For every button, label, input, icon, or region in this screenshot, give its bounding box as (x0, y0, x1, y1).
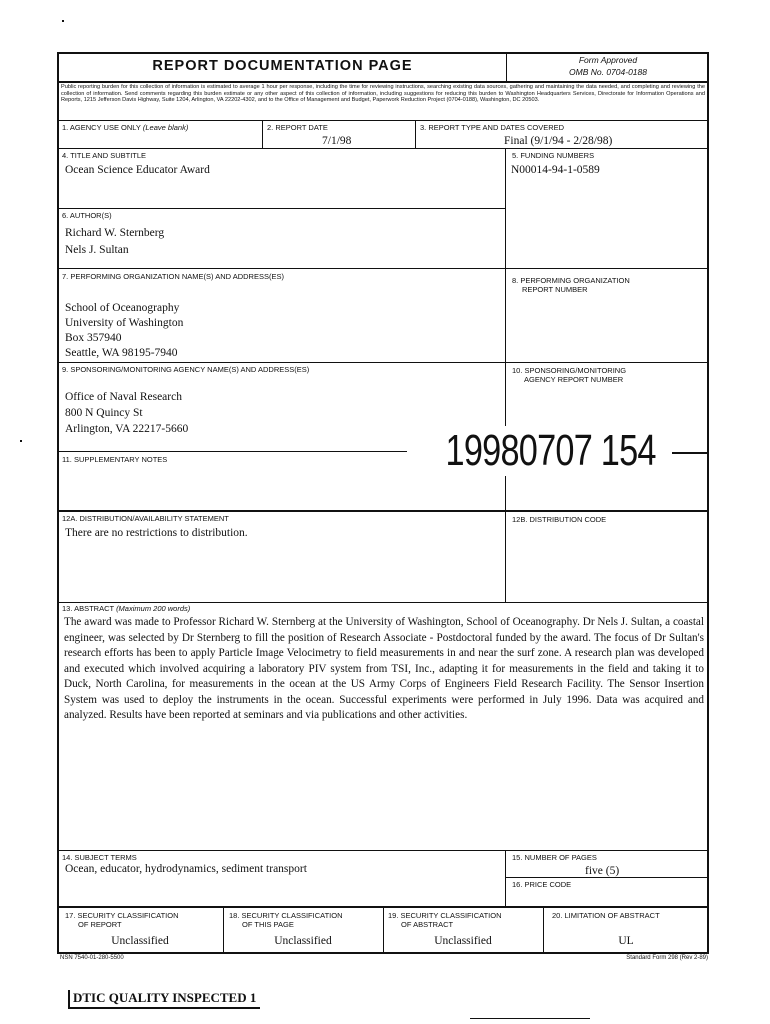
sponsoring-label: 9. SPONSORING/MONITORING AGENCY NAME(S) AND ADDRESS(ES) (62, 365, 310, 374)
performing-org-line-2: University of Washington (65, 317, 184, 329)
distribution-value: There are no restrictions to distribution. (65, 527, 248, 539)
distribution-code-label: 12B. DISTRIBUTION CODE (512, 515, 607, 524)
sec-abstract-label-2: OF ABSTRACT (401, 920, 454, 929)
accession-stamp: 19980707 154 (445, 426, 656, 475)
supplementary-label: 11. SUPPLEMENTARY NOTES (62, 455, 168, 464)
price-code-label: 16. PRICE CODE (512, 880, 572, 889)
funding-value: N00014-94-1-0589 (511, 164, 600, 176)
authors-label: 6. AUTHOR(S) (62, 211, 112, 220)
sec-page-value: Unclassified (274, 935, 332, 947)
sponsoring-line-2: 800 N Quincy St (65, 407, 143, 419)
nsn-number: NSN 7540-01-280-5500 (60, 955, 124, 961)
report-date-value: 7/1/98 (322, 135, 352, 147)
sec-abstract-value: Unclassified (434, 935, 492, 947)
form-frame (57, 52, 709, 954)
title-value: Ocean Science Educator Award (65, 164, 210, 176)
sponsoring-line-3: Arlington, VA 22217-5660 (65, 423, 189, 435)
sec-abstract-label-1: 19. SECURITY CLASSIFICATION (388, 911, 502, 920)
performing-report-label-2: REPORT NUMBER (522, 285, 588, 294)
performing-report-label-1: 8. PERFORMING ORGANIZATION (512, 276, 630, 285)
limitation-value: UL (618, 935, 634, 947)
sec-report-label-2: OF REPORT (78, 920, 122, 929)
sec-page-label-1: 18. SECURITY CLASSIFICATION (229, 911, 343, 920)
agency-use-label: 1. AGENCY USE ONLY (Leave blank) (62, 123, 189, 132)
funding-label: 5. FUNDING NUMBERS (512, 151, 595, 160)
author-1: Richard W. Sternberg (65, 227, 165, 239)
sec-report-value: Unclassified (111, 935, 169, 947)
form-approved: Form Approved (578, 55, 638, 65)
form-title: REPORT DOCUMENTATION PAGE (152, 58, 413, 74)
report-date-label: 2. REPORT DATE (267, 123, 328, 132)
subject-terms-label: 14. SUBJECT TERMS (62, 853, 137, 862)
sponsoring-report-label-1: 10. SPONSORING/MONITORING (512, 366, 627, 375)
omb-number: OMB No. 0704-0188 (569, 67, 647, 77)
performing-org-line-3: Box 357940 (65, 332, 122, 344)
performing-org-line-1: School of Oceanography (65, 302, 180, 314)
burden-statement: Public reporting burden for this collection of information is estimated to average 1 hour per response, including the time for reviewing instructions, searching existing data sources, gathering and maintaining the data needed, and completing and reviewing the collection of information. Send comments regarding this burden estimate or any other aspect of this collection of information, including suggestions for reducing this burden to Washington Headquarters Services, Directorate for Information Operations and Reports, 1215 Jefferson Davis Highway, Suite 1204, Arlington, VA 22202-4302, and to the Office of Management and Budget, Paperwork Reduction Project (0704-0188), Washington, DC 20503. (61, 84, 705, 103)
report-type-value: Final (9/1/94 - 2/28/98) (504, 135, 613, 147)
sponsoring-line-1: Office of Naval Research (65, 391, 182, 403)
num-pages-value: five (5) (585, 865, 620, 877)
title-label: 4. TITLE AND SUBTITLE (62, 151, 147, 160)
performing-org-line-4: Seattle, WA 98195-7940 (65, 347, 178, 359)
sec-report-label-1: 17. SECURITY CLASSIFICATION (65, 911, 179, 920)
standard-form: Standard Form 298 (Rev 2-89) (626, 955, 708, 961)
sec-page-label-2: OF THIS PAGE (242, 920, 294, 929)
num-pages-label: 15. NUMBER OF PAGES (512, 853, 597, 862)
abstract-label: 13. ABSTRACT (Maximum 200 words) (62, 604, 191, 613)
performing-org-label: 7. PERFORMING ORGANIZATION NAME(S) AND ADDRESS(ES) (62, 272, 284, 281)
abstract-text: The award was made to Professor Richard W. Sternberg at the University of Washington, School of Oceanography. Dr Nels J. Sultan, a coastal engineer, was selected by Dr Sternberg to fill the position of Research Associate - Postdoctoral funded by the award. The focus of Dr Sultan's research efforts has been to apply Particle Image Velocimetry to field measurements in and near the surf zone. A research plan was developed and executed which involved acquiring a laboratory PIV system from TSI, Inc., adapting it for measurements in the field and taking it to Duck, North Carolina, for measurements in the ocean at the US Army Corps of Engineers Field Research Facility. The Sensor Insertion System was used to deploy the instruments in the ocean. Successful experiments were performed in July 1996. Data was acquired and analyzed. Results have been reported at seminars and via publications and other activities. (64, 616, 704, 721)
subject-terms-value: Ocean, educator, hydrodynamics, sediment transport (65, 863, 307, 875)
sponsoring-report-label-2: AGENCY REPORT NUMBER (524, 375, 624, 384)
distribution-label: 12A. DISTRIBUTION/AVAILABILITY STATEMENT (62, 514, 229, 523)
dtic-stamp: DTIC QUALITY INSPECTED 1 (68, 990, 260, 1009)
limitation-label: 20. LIMITATION OF ABSTRACT (552, 911, 660, 920)
author-2: Nels J. Sultan (65, 244, 129, 256)
report-type-label: 3. REPORT TYPE AND DATES COVERED (420, 123, 565, 132)
